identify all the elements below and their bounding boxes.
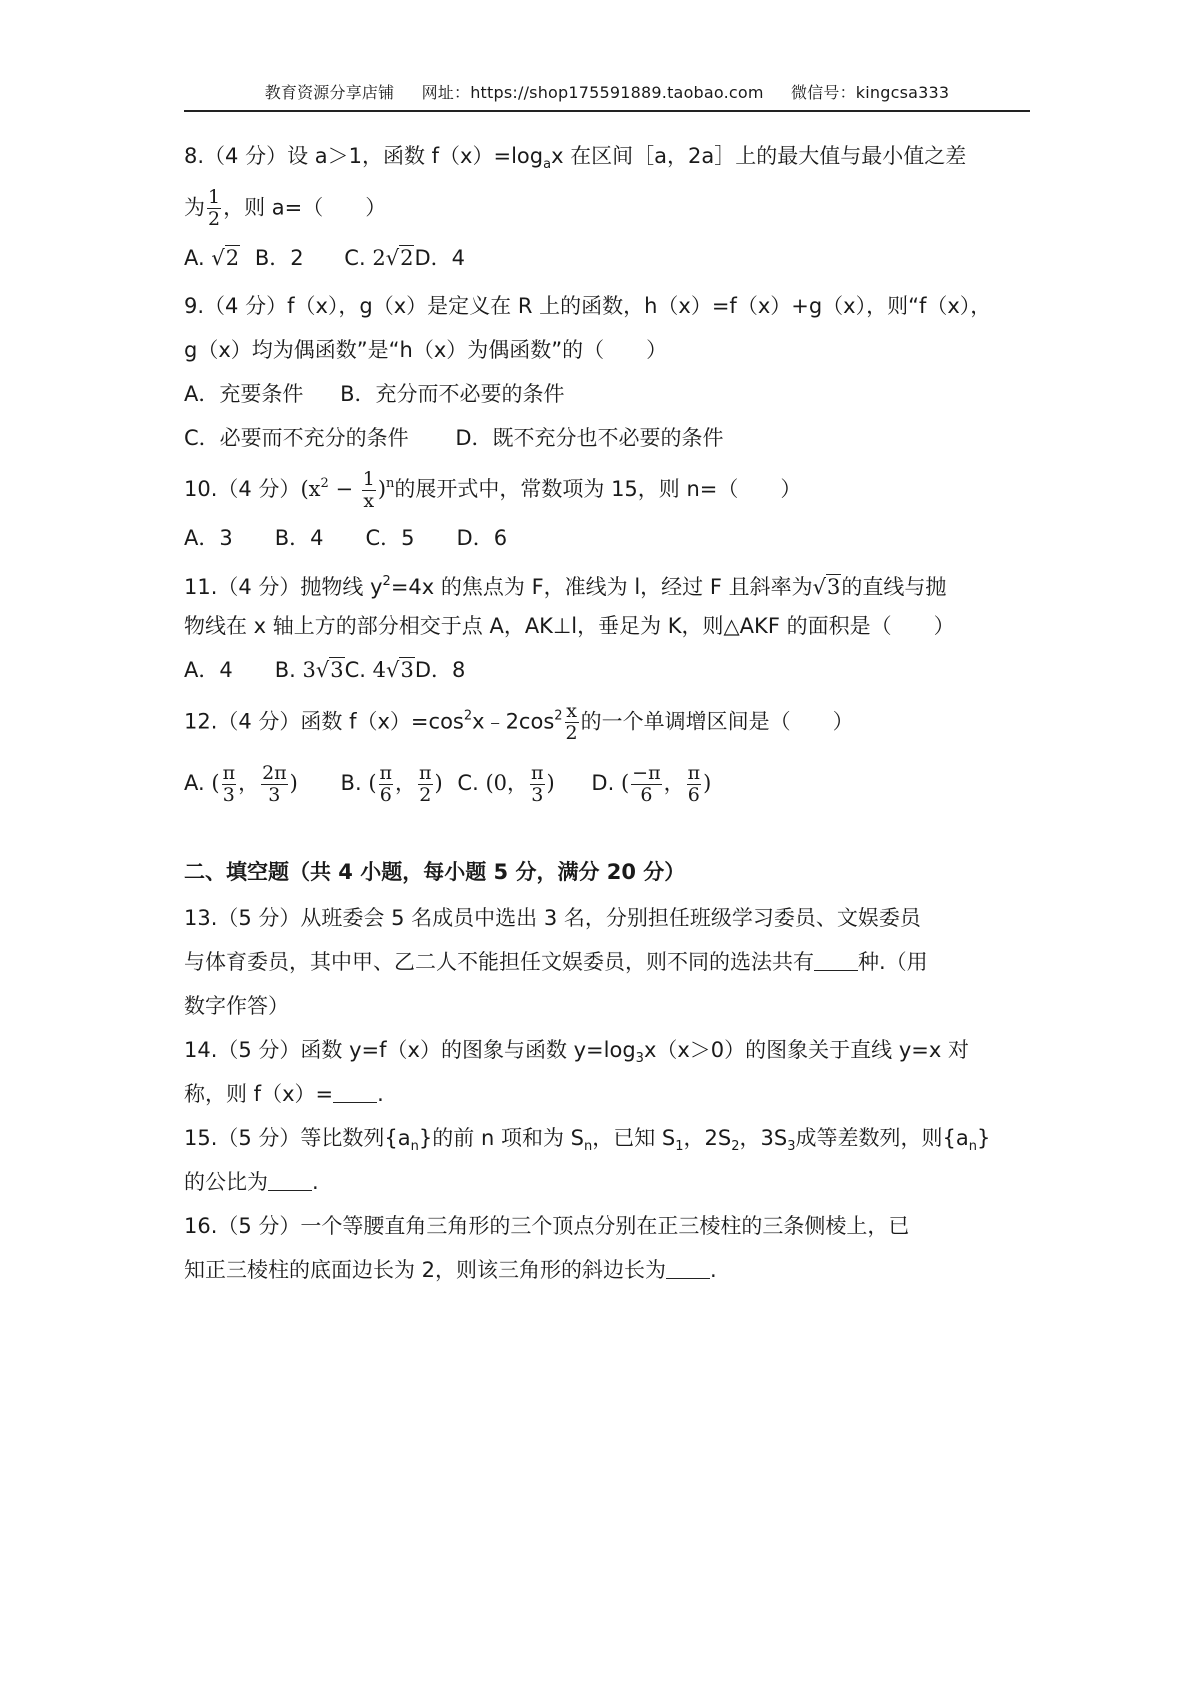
q11-option-c: C. [344,658,366,682]
q12-option-d: D. ( $\frac{-\pi}{6}$ ， $\frac{\pi}{6}$ ) [591,762,712,806]
q8-option-d: D．4 [414,246,465,270]
binomial-expression: ($x^2$ − $\frac{1}{x}$ )$^n$ [300,468,395,512]
q11-option-ab: A．4 B. [184,658,296,682]
q8-stem-line1: 8.（4 分）设 a＞1，函数 $f(x)=\log_ax$ 在区间［a，2a］上的最大值与最小值之差 [184,144,967,172]
q13-stem-line3: 数字作答） [184,994,289,1018]
answer-blank [666,1258,710,1279]
q13-stem-line1: 13.（5 分）从班委会 5 名成员中选出 3 名，分别担任班级学习委员、文娱委员 [184,906,921,930]
fraction: $\frac{1}{2}$ [208,186,221,230]
answer-blank [333,1082,377,1103]
q9-option-c: C．必要而不充分的条件 [184,426,409,450]
q10-options: A．3 B．4 C．5 D．6 [184,526,508,550]
answer-blank [814,950,858,971]
q16-stem-line2: 知正三棱柱的底面边长为 2，则该三角形的斜边长为 . [184,1258,717,1282]
q8-stem-line2: 为 $\frac{1}{2}$ ，则 a=（ ） [184,186,387,230]
q9-option-d: D．既不充分也不必要的条件 [455,426,724,450]
sqrt-expression: √3 [812,575,841,599]
fraction: $\frac{1}{x}$ [362,468,375,512]
q12-options [184,764,711,805]
shop-name: 教育资源分享店铺 [264,83,395,102]
q11-stem-line2: 物线在 x 轴上方的部分相交于点 A，AK⊥l，垂足为 K，则△AKF 的面积是（ ） [184,614,955,638]
q9-option-b: B．充分而不必要的条件 [340,382,565,406]
sqrt-expression: √3 [315,658,344,682]
sqrt-expression: √2 [385,246,414,270]
q8-options [184,244,465,272]
q8-option-c: C. 2√2 [344,246,414,270]
answer-blank [268,1170,312,1191]
q11-option-d: D．8 [414,658,466,682]
sqrt-expression: √3 [386,658,414,682]
wechat-id: 微信号：kingcsa333 [790,83,950,102]
q12-stem: 12.（4 分）函数 $f(x)=\cos^2x﹣2\cos^2$ $\frac{x}{2}$ 的一个单调增区间是（ ） [184,700,854,744]
q14-stem-line2: 称，则 f（x）= . [184,1082,384,1106]
section-heading: 二、填空题（共 4 小题，每小题 5 分，满分 20 分） [184,860,686,884]
q12-option-c: C. (0， $\frac{\pi}{3}$ ) [457,762,555,806]
fraction: $\frac{x}{2}$ [565,700,578,744]
q8-option-b: B．2 [254,246,304,270]
page-header [184,80,1030,103]
q9-options-row1 [184,380,564,408]
shop-url: 网址：https://shop175591889.taobao.com [421,83,764,102]
q12-option-b: B. ( $\frac{\pi}{6}$ ， $\frac{\pi}{2}$ ) [340,762,443,806]
q9-stem-line2: g（x）均为偶函数”是“h（x）为偶函数”的（ ） [184,338,668,362]
q15-stem-line2: 的公比为 . [184,1170,319,1194]
q13-stem-line2: 与体育委员，其中甲、乙二人不能担任文娱委员，则不同的选法共有 种.（用 [184,950,928,974]
sqrt-expression: √2 [211,246,240,270]
q9-stem-line1: 9.（4 分）f（x），g（x）是定义在 R 上的函数，h（x）=f（x）+g（x），则“f（x）， [184,294,992,318]
q12-option-a: A. ( $\frac{\pi}{3}$ ， $\frac{2\pi}{3}$ ) [184,762,298,806]
header-divider [184,110,1030,112]
q10-stem: 10.（4 分）($x^2$ − $\frac{1}{x}$ )$^n$的展开式中，常数项为 15，则 n=（ ） [184,468,802,512]
q9-option-a: A．充要条件 [184,382,304,406]
q16-stem-line1: 16.（5 分）一个等腰直角三角形的三个顶点分别在正三棱柱的三条侧棱上，已 [184,1214,910,1238]
q11-stem-line1: 11.（4 分）抛物线 $y^2=4x$ 的焦点为 F，准线为 l，经过 F 且斜率为√3的直线与抛 [184,574,947,599]
q8-option-a: A. √2 [184,246,240,270]
q15-stem-line1: 15.（5 分）等比数列$\{a_n\}$的前 n 项和为 $S_n$，已知 $S_1$，$2S_2$，$3S_3$成等差数列，则$\{a_n\}$ [184,1126,991,1154]
q11-options: A．4 B. 3√3C. 4√3D．8 [184,658,466,682]
q9-options-row2 [184,424,724,452]
q14-stem-line1: 14.（5 分）函数 y=f（x）的图象与函数 $y=\log_3x(x>0)$的图象关于直线 y=x 对 [184,1038,969,1066]
